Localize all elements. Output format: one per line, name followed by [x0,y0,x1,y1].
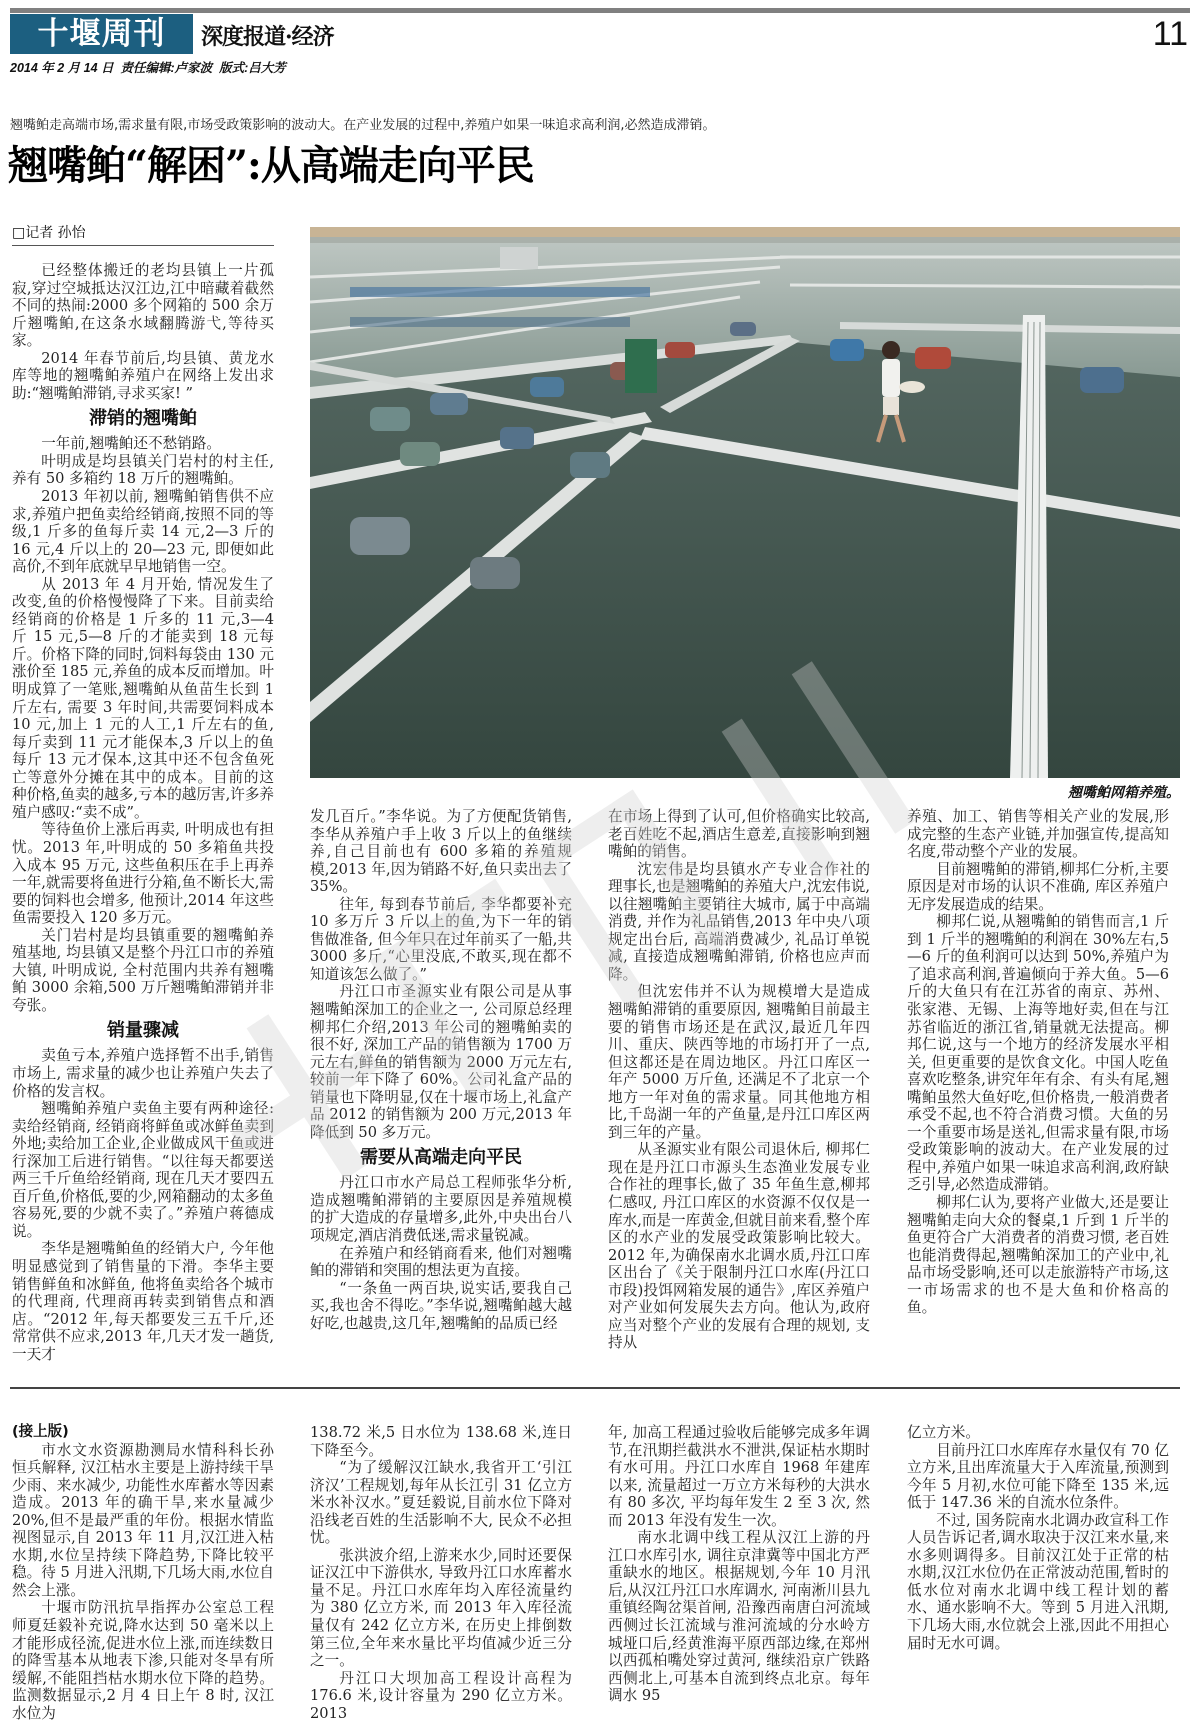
section-title: 深度报道·经济 [201,24,334,50]
paragraph: 已经整体搬迁的老均县镇上一片孤寂,穿过空城抵达汉江边,江中暗藏着截然不同的热闹:2000 多个网箱的 500 余万斤翘嘴鲌,在这条水域翻腾游弋,等待买家。 [12,262,274,350]
paragraph: 往年, 每到春节前后, 李华都要补充 10 多万斤 3 斤以上的鱼,为下一年的销售做准备, 但今年只在过年前买了一船,共 3000 多斤,“心里没底,不敢买,现在都不知道该怎么做了。” [310,895,573,983]
paragraph: 等待鱼价上涨后再卖, 叶明成也有担忧。2013 年,叶明成的 50 多箱鱼共投入成本 95 万元, 这些鱼积压在手上再养一年,就需要将鱼进行分箱,鱼不断长大,需要的饲料也会增多, 他预计,2014 年这些鱼需要投入 120 多万元。 [12,821,275,927]
continued-column-2 [310,1424,572,1722]
paragraph: 在市场上得到了认可,但价格确实比较高,老百姓吃不起,酒店生意差,直接影响到翘嘴鲌的销售。 [608,808,870,861]
article-column-3 [608,808,870,1352]
paragraph: 丹江口市水产局总工程师张华分析,造成翘嘴鲌滞销的主要原因是养殖规模的扩大造成的存量增多,此外,中央出台八项规定,酒店消费低迷,需求量锐减。 [310,1174,572,1245]
paragraph: 南水北调中线工程从汉江上游的丹江口水库引水, 调往京津冀等中国北方严重缺水的地区。根据规划,今年 10 月汛后,从汉江丹江口水库调水, 河南淅川县九重镇经陶岔渠首闸, 沿豫西南唐白河流域西侧过长江流域与淮河流域的分水岭方城垭口后,经黄淮海平原西部边缘,在郑州以西孤柏嘴处穿过黄河, 继续沿京广铁路西侧北上,可基本自流到终点北京。每年调水 95 [608,1529,871,1705]
paragraph: 138.72 米,5 日水位为 138.68 米,连日下降至今。 [310,1424,572,1459]
paragraph: 养殖、加工、销售等相关产业的发展,形成完整的生态产业链,并加强宣传,提高知名度,带动整个产业的发展。 [907,808,1169,861]
paragraph: 在养殖户和经销商看来, 他们对翘嘴鲌的滞销和突围的想法更为直接。 [310,1244,572,1280]
article-column-2 [310,808,572,1332]
paragraph: 张洪波介绍,上游来水少,同时还要保证汉江中下游供水, 导致丹江口水库蓄水量不足。丹江口水库年均入库径流量约为 380 亿立方米, 而 2013 年入库径流量仅有 242 亿立方米, 在历史上排倒数第三位,全年来水量比平均值减少近三分之一。 [310,1546,572,1670]
article-column-1 [12,262,274,1363]
continued-column-3 [608,1424,870,1705]
continued-column-1 [12,1424,274,1722]
dateline: 2014 年 2 月 14 日 责任编辑:卢家波 版式:吕大芳 [10,61,286,75]
paragraph: 一年前,翘嘴鲌还不愁销路。 [41,435,221,453]
byline: □记者 孙怡 [12,224,274,246]
photo-caption: 翘嘴鲌网箱养殖。 [1068,785,1180,801]
paragraph: 2014 年春节前后,均县镇、黄龙水库等地的翘嘴鲌养殖户在网络上发出求助:“翘嘴鲌滞销,寻求买家! ” [12,349,274,402]
continued-column-4 [907,1424,1169,1652]
subheading: 销量骤减 [107,1020,179,1042]
paragraph: 丹江口大坝加高工程设计高程为 176.6 米,设计容量为 290 亿立方米。2013 [310,1669,572,1722]
article-deck: 翘嘴鲌走高端市场,需求量有限,市场受政策影响的波动大。在产业发展的过程中,养殖户如果一味追求高利润,必然造成滞销。 [10,118,716,133]
paragraph: 翘嘴鲌养殖户卖鱼主要有两种途径:卖给经销商, 经销商将鲜鱼或冰鲜鱼卖到外地;卖给加工企业,企业做成风干鱼或进行深加工后进行销售。“以往每天都要送两三千斤鱼给经销商, 现在几天才要四五百斤鱼,价格低,要的少,网箱翻动的太多鱼容易死,要的少就不卖了。”养殖户蒋德成说。 [12,1100,275,1240]
paragraph: 卖鱼亏本,养殖户选择暂不出手,销售市场上, 需求量的减少也让养殖户失去了价格的发言权。 [12,1047,274,1100]
subheading: 滞销的翘嘴鲌 [89,408,197,430]
paragraph: 十堰市防汛抗旱指挥办公室总工程师夏廷毅补充说,降水达到 50 毫米以上才能形成径流,促进水位上涨,而连续数日的降雪基本从地表下渗,只能对冬旱有所缓解,不能阻挡枯水期水位下降的趋势。监测数据显示,2 月 4 日上午 8 时, 汉江水位为 [12,1599,274,1722]
paragraph: 亿立方米。 [907,1424,980,1441]
top-rule [10,8,1190,13]
masthead-logo: 十堰周刊 [10,14,193,54]
section-divider [10,1387,1180,1389]
paragraph: 不过, 国务院南水北调办政宣科工作人员告诉记者,调水取决于汉江来水量,来水多则调得多。目前汉江处于正常的枯水期,汉江水位仍在正常波动范围,暂时的低水位对南水北调中线工程计划的蓄水、通水影响不大。等到 5 月进入汛期,下几场大雨,水位就会上涨,因此不用担心届时无水可调。 [907,1511,1169,1652]
paragraph: 柳邦仁认为,要将产业做大,还是要让翘嘴鲌走向大众的餐桌,1 斤到 1 斤半的鱼更符合广大消费者的消费习惯, 老百姓也能消费得起,翘嘴鲌深加工的产业中,礼品市场受影响,还可以走旅游特产市场,这一市场需求的也不是大鱼和价格高的鱼。 [907,1194,1169,1317]
paragraph: 关门岩村是均县镇重要的翘嘴鲌养殖基地, 均县镇又是整个丹江口市的养殖大镇, 叶明成说, 全村范围内共养有翘嘴鲌 3000 余箱,500 万斤翘嘴鲌滞销并非夸张。 [12,926,274,1014]
paragraph: 但沈宏伟并不认为规模增大是造成翘嘴鲌滞销的重要原因, 翘嘴鲌目前最主要的销售市场还是在武汉,最近几年四川、重庆、陕西等地的市场打开了一点,但这都还是在周边地区。丹江口库区一年产 5000 万斤鱼, 还满足不了北京一个地方一年对鱼的需求量。同其他地方相比,千岛湖一年的产鱼量,是丹江口库区两到三年的产量。 [608,983,870,1141]
subheading: 需要从高端走向平民 [360,1147,522,1169]
paragraph: 目前丹江口水库库存水量仅有 70 亿立方米,且出库流量大于入库流量,预测到今年 5 月初,水位可能下降至 135 米,远低于 147.36 米的自流水位条件。 [907,1441,1169,1512]
page-number: 11 [1152,15,1188,53]
paragraph: 目前翘嘴鲌的滞销,柳邦仁分析,主要原因是对市场的认识不准确, 库区养殖户无序发展造成的结果。 [907,860,1169,913]
paragraph: 市水文水资源勘测局水情科科长孙恒兵解释, 汉江枯水主要是上游持续干旱少雨、来水减少, 功能性水库蓄水等因素造成。2013 年的确干旱,来水量减少 20%,但不是最严重的年份。根据水情监视图显示,自 2013 年 11 月,汉江进入枯水期,水位呈持续下降趋势,下降比较平稳。待 5 月进入汛期,下几场大雨,水位自然会上涨。 [12,1441,274,1599]
fish-farm-photo [310,227,1180,778]
article-headline: 翘嘴鲌“解困”:从高端走向平民 [8,142,534,189]
paragraph: 沈宏伟是均县镇水产专业合作社的理事长,也是翘嘴鲌的养殖大户,沈宏伟说,以往翘嘴鲌主要销往大城市, 属于中高端消费, 并作为礼品销售,2013 年中央八项规定出台后, 高端消费减少, 礼品订单锐减, 直接造成翘嘴鲌滞销, 价格也应声而降。 [608,860,871,983]
paragraph: 从 2013 年 4 月开始, 情况发生了改变,鱼的价格慢慢降了下来。目前卖给经销商的价格是 1 斤多的 11 元,3—4 斤 15 元,5—8 斤的才能卖到 18 元每斤。价格下降的同时,饲料每袋由 130 元涨价至 185 元,养鱼的成本反而增加。叶明成算了一笔账,翘嘴鲌从鱼苗生长到 1 斤左右, 需要 3 年时间,共需要饲料成本 10 元,加上 1 元的人工,1 斤左右的鱼, 每斤卖到 11 元才能保本,3 斤以上的鱼每斤 13 元才保本,这其中还不包含鱼死亡等意外分摊在其中的成本。目前的这种价格,鱼卖的越多,亏本的越厉害,许多养殖户感叹:“卖不成”。 [12,575,275,821]
paragraph: 发几百斤。”李华说。为了方便配货销售,李华从养殖户手上收 3 斤以上的鱼继续养,自己目前也有 600 多箱的养殖规模,2013 年,因为销路不好,鱼只卖出去了 35%。 [310,808,572,896]
paragraph: 丹江口市圣源实业有限公司是从事翘嘴鲌深加工的企业之一, 公司原总经理柳邦仁介绍,2013 年公司的翘嘴鲌卖的很不好, 深加工产品的销售额为 1700 万元左右,鲜鱼的销售额为 2000 万元左右,较前一年下降了 60%。公司礼盒产品的销量也下降明显,仅在十堰市场上,礼盒产品 2012 的销售额为 200 万元,2013 年降低到 50 多万元。 [310,983,572,1141]
paragraph: 2013 年初以前, 翘嘴鲌销售供不应求,养殖户把鱼卖给经销商,按照不同的等级,1 斤多的鱼每斤卖 14 元,2—3 斤的 16 元,4 斤以上的 20—23 元, 即便如此高价,不到年底就早早地销售一空。 [12,488,274,576]
paragraph: “为了缓解汉江缺水,我省开工‘引江济汉’工程规划,每年从长江引 31 亿立方米水补汉水。”夏廷毅说,目前水位下降对沿线老百姓的生活影响不大, 民众不必担忧。 [310,1459,572,1547]
paragraph: 叶明成是均县镇关门岩村的村主任,养有 50 多箱约 18 万斤的翘嘴鲌。 [12,452,274,488]
paragraph: 年, 加高工程通过验收后能够完成多年调节,在汛期拦截洪水不泄洪,保证枯水期时有水可用。丹江口水库自 1968 年建库以来, 流量超过一万立方米每秒的大洪水有 80 多次, 平均每年发生 2 至 3 次, 然而 2013 年没有发生一次。 [608,1424,870,1529]
paragraph: “一条鱼一两百块,说实话,要我自己买,我也舍不得吃。”李华说,翘嘴鲌越大越好吃,也越贵,这几年,翘嘴鲌的品质已经 [310,1279,572,1332]
paragraph: 从圣源实业有限公司退休后, 柳邦仁现在是丹江口市源头生态渔业发展专业合作社的理事长,做了 35 年鱼生意,柳邦仁感叹, 丹江口库区的水资源不仅仅是一库水,而是一库黄金,但就目前来看,整个库区的水产业的发展受政策影响比较大。2012 年,为确保南水北调水质,丹江口库区出台了《关于限制丹江口水库(丹江口市段)投饵网箱发展的通告》,库区养殖户对产业如何发展失去方向。他认为,政府应当对整个产业的发展有合理的规划, 支持从 [608,1141,871,1352]
paragraph: 柳邦仁说,从翘嘴鲌的销售而言,1 斤到 1 斤半的翘嘴鲌的利润在 30%左右,5—6 斤的鱼利润可以达到 50%,养殖户为了追求高利润,普遍倾向于养大鱼。5—6 斤的大鱼只有在江苏省的南京、苏州、张家港、无锡、上海等地好卖,但在与江苏省临近的浙江省,销量就无法提高。柳邦仁说,这与一个地方的经济发展水平相关, 但更重要的是饮食文化。中国人吃鱼喜欢吃整条,讲究年年有余、有头有尾,翘嘴鲌虽然大鱼好吃,但价格贵,一般消费者承受不起,也不符合消费习惯。大鱼的另一个重要市场是送礼,但需求量有限,市场受政策影响的波动大。在产业发展的过程中,养殖户如果一味追求高利润,政府缺乏引导,必然造成滞销。 [907,913,1169,1194]
paragraph: 李华是翘嘴鲌鱼的经销大户, 今年他明显感觉到了销售量的下滑。李华主要销售鲜鱼和冰鲜鱼, 他将鱼卖给各个城市的代理商, 代理商再转卖到销售点和酒店。“2012 年,每天都要发三五千斤,还常常供不应求,2013 年,几天才发一趟货,一天才 [12,1240,274,1363]
article-column-4 [907,808,1169,1317]
continued-label: (接上版) [12,1424,69,1440]
